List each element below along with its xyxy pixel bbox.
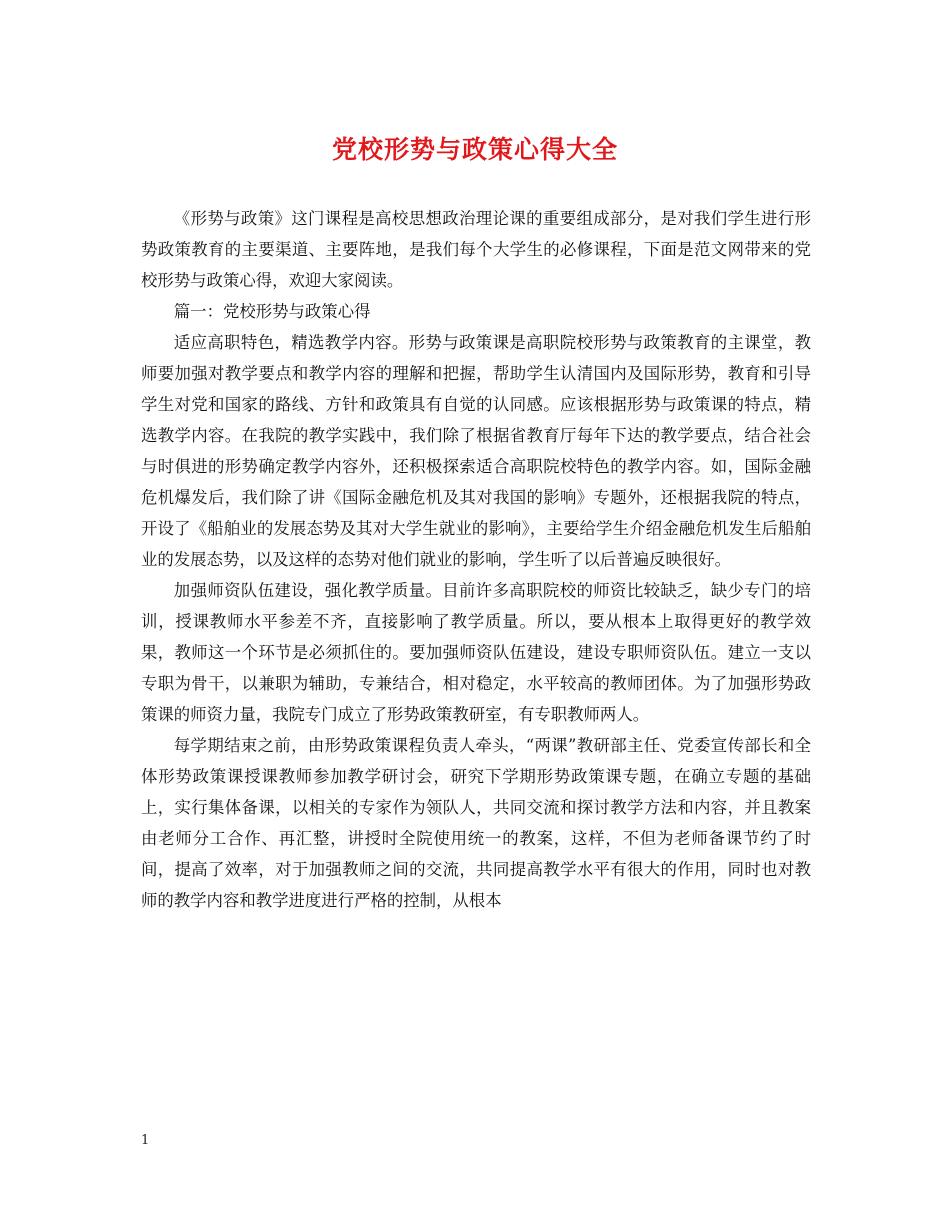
document-title: 党校形势与政策心得大全	[331, 135, 618, 164]
paragraph-intro: 《形势与政策》这门课程是高校思想政治理论课的重要组成部分，是对我们学生进行形势政策教育的主要渠道、主要阵地，是我们每个大学生的必修课程，下面是范文网带来的党校形势与政策心得，欢迎大家阅读。	[141, 209, 811, 290]
paragraph-teaching-content: 适应高职特色，精选教学内容。形势与政策课是高职院校形势与政策教育的主课堂，教师要加强对教学要点和教学内容的理解和把握，帮助学生认清国内及国际形势，教育和引导学生对党和国家的路线、方针和政策具有自觉的认同感。应该根据形势与政策课的特点，精选教学内容。在我院的教学实践中，我们除了根据省教育厅每年下达的教学要点，结合社会与时俱进的形势确定教学内容外，还积极探索适合高职院校特色的教学内容。如，国际金融危机爆发后，我们除了讲《国际金融危机及其对我国的影响》专题外，还根据我院的特点，开设了《船舶业的发展态势及其对大学生就业的影响》，主要给学生介绍金融危机发生后船舶业的发展态势，以及这样的态势对他们就业的影响，学生听了以后普遍反映很好。	[141, 333, 811, 569]
section-heading: 篇一：党校形势与政策心得	[173, 302, 371, 321]
document-body	[141, 203, 811, 916]
page-number: 1	[141, 1133, 150, 1148]
paragraph-faculty: 加强师资队伍建设，强化教学质量。目前许多高职院校的师资比较缺乏，缺少专门的培训，授课教师水平参差不齐，直接影响了教学质量。所以，要从根本上取得更好的教学效果，教师这一个环节是必须抓住的。要加强师资队伍建设，建设专职师资队伍。建立一支以专职为骨干，以兼职为辅助，专兼结合，相对稳定，水平较高的教师团体。为了加强形势政策课的师资力量，我院专门成立了形势政策教研室，有专职教师两人。	[141, 581, 811, 724]
paragraph-collective-prep: 每学期结束之前，由形势政策课程负责人牵头，“两课”教研部主任、党委宣传部长和全体形势政策课授课教师参加教学研讨会，研究下学期形势政策课专题，在确立专题的基础上，实行集体备课，以相关的专家作为领队人，共同交流和探讨教学方法和内容，并且教案由老师分工合作、再汇整，讲授时全院使用统一的教案，这样，不但为老师备课节约了时间，提高了效率，对于加强教师之间的交流，共同提高教学水平有很大的作用，同时也对教师的教学内容和教学进度进行严格的控制，从根本	[141, 736, 811, 910]
